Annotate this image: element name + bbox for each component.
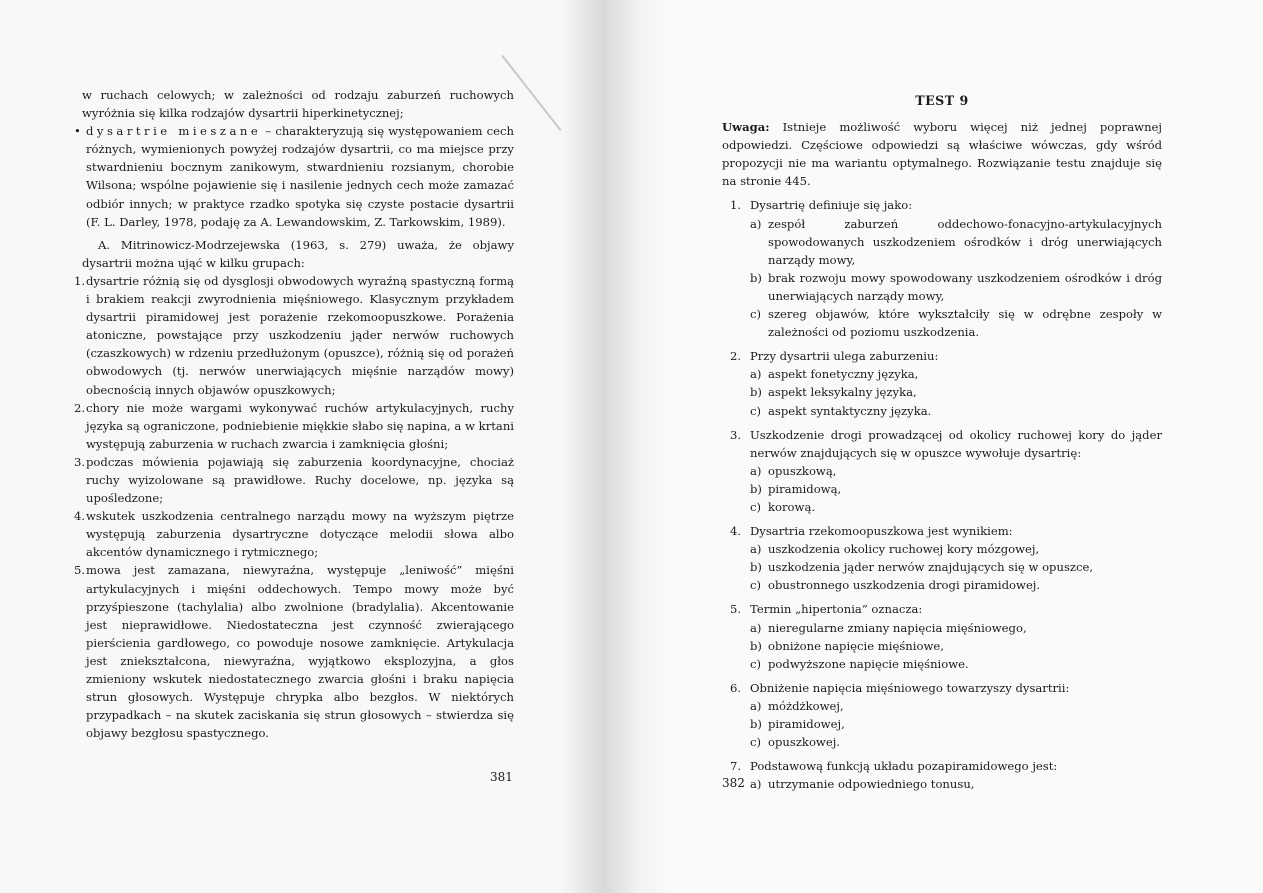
option-text: utrzymanie odpowiedniego tonusu,: [768, 777, 975, 792]
question: [722, 679, 1162, 751]
option-text: piramidowej,: [768, 717, 845, 731]
question-number: 2.: [730, 349, 742, 364]
option-letter: b): [750, 638, 762, 653]
list-item: 4. wskutek uszkodzenia centralnego narządu mowy na wyższym piętrze występują zaburzenia dysartryczne dotyczące melodii słowa albo akcentów dynamicznego i rytmicznego;: [74, 509, 514, 560]
answer-option: [722, 775, 1162, 793]
question: [722, 347, 1162, 419]
question-text: Termin „hipertonia” oznacza:: [750, 602, 923, 617]
list-item: 1. dysartrie różnią się od dysglosji obwodowych wyraźną spastyczną formą i brakiem reakcji zwyrodnienia mięśniowego. Klasycznym przykładem dysartrii piramidowej jest porażenie rzekomoopuszkowe. Porażenia atoniczne, powstające przy uszkodzeniu jąder nerwów ruchowych (czaszkowych) w rdzeniu przedłużonym (opuszce), różnią się od porażeń obwodowych (tj. nerwów unerwiających mięśnie narządów mowy) obecnością innych objawów opuszkowych;: [74, 273, 514, 397]
question-text: Przy dysartrii ulega zaburzeniu:: [750, 349, 939, 364]
answer-options: [722, 540, 1162, 594]
question-text: Podstawową funkcją układu pozapiramidowego jest:: [750, 759, 1058, 774]
list-item: 5. mowa jest zamazana, niewyraźna, występuje „leniwość” mięśni artykulacyjnych i mięśni oddechowych. Tempo mowy może być przyśpieszone (tachylalia) albo zwolnione (bradylalia). Akcentowanie jest nieprawidłowe. Niedostateczna jest czynność zwierającego pierścienia gardłowego, co powoduje nosowe zamknięcie. Artykulacja jest zniekształcona, niewyraźna, wyjątkowo eksplozyjna, a głos zmieniony wskutek niedostatecznego zwarcia głośni i braku napięcia strun głosowych. Występuje chrypka albo bezgłos. W niektórych przypadkach – na skutek zaciskania się strun głosowych – stwierdza się objawy bezgłosu spastycznego.: [74, 563, 514, 741]
option-letter: b): [750, 270, 762, 285]
option-letter: c): [750, 499, 762, 514]
note-text: Istnieje możliwość wyboru więcej niż jednej poprawnej odpowiedzi. Częściowe odpowiedzi są właściwe wówczas, gdy wśród propozycji nie ma wariantu optymalnego. Rozwiązanie testu znajduje się na stronie 445.: [722, 120, 1162, 189]
option-text: opuszkowej.: [768, 735, 840, 750]
mixed-term: dysartrie mieszane: [86, 124, 262, 139]
option-text: opuszkową,: [768, 463, 837, 478]
question-number: 5.: [730, 602, 742, 617]
question-text: Uszkodzenie drogi prowadzącej od okolicy ruchowej kory do jąder nerwów znajdujących się w opuszce wywołuje dysartrię:: [750, 427, 1162, 460]
question: [722, 196, 1162, 341]
option-letter: b): [750, 717, 762, 731]
test-title: TEST 9: [915, 93, 969, 108]
answer-option: [722, 480, 1162, 498]
option-text: uszkodzenia okolicy ruchowej kory mózgowej,: [768, 542, 1040, 557]
answer-option: [722, 637, 1162, 655]
right-text-column: [722, 92, 1162, 793]
option-text: korową.: [768, 499, 816, 514]
question: [722, 426, 1162, 516]
answer-options: [722, 462, 1162, 516]
answer-options: [722, 697, 1162, 751]
answer-option: [722, 558, 1162, 576]
option-letter: a): [750, 542, 762, 557]
option-letter: a): [750, 367, 762, 382]
question-text: Dysartria rzekomoopuszkowa jest wynikiem:: [750, 524, 1013, 539]
answer-option: [722, 383, 1162, 401]
left-text-column: [74, 86, 514, 742]
question-text: Dysartrię definiuje się jako:: [750, 198, 913, 213]
option-letter: c): [750, 578, 762, 593]
answer-options: [722, 619, 1162, 673]
answer-option: [722, 269, 1162, 305]
question-head: [722, 196, 1162, 214]
question-number: 6.: [730, 680, 742, 695]
answer-option: [722, 697, 1162, 715]
answer-option: [722, 540, 1162, 558]
question-head: [722, 347, 1162, 365]
answer-options: [722, 775, 1162, 793]
question-head: [722, 426, 1162, 462]
question-head: [722, 757, 1162, 775]
intro-line: w ruchach celowych; w zależności od rodzaju zaburzeń ruchowych wyróżnia się kilka rodzajów dysartrii hiperkinetycznej;: [82, 88, 514, 121]
option-letter: a): [750, 216, 762, 231]
option-text: obustronnego uszkodzenia drogi piramidowej.: [768, 578, 1041, 593]
answer-option: [722, 733, 1162, 751]
answer-option: [722, 215, 1162, 269]
option-text: aspekt leksykalny języka,: [768, 385, 917, 400]
option-letter: c): [750, 656, 762, 671]
answer-option: [722, 655, 1162, 673]
answer-options: [722, 215, 1162, 342]
option-text: móżdżkowej,: [768, 698, 844, 713]
question-number: 1.: [730, 198, 742, 213]
option-letter: c): [750, 735, 762, 750]
option-text: zespół zaburzeń oddechowo-fonacyjno-artykulacyjnych spowodowanych uszkodzeniem ośrodków i dróg unerwiających narządy mowy,: [768, 216, 1162, 267]
page-number-left: 381: [490, 770, 513, 784]
answer-option: [722, 365, 1162, 383]
option-letter: c): [750, 307, 762, 322]
option-letter: c): [750, 403, 762, 418]
option-text: uszkodzenia jąder nerwów znajdujących się w opuszce,: [768, 560, 1094, 575]
question: [722, 600, 1162, 672]
option-text: obniżone napięcie mięśniowe,: [768, 638, 944, 653]
test-note: [722, 118, 1162, 190]
option-text: szereg objawów, które wykształciły się w odrębne zespoły w zależności od poziomu uszkodzenia.: [768, 307, 1162, 340]
paragraph-mitrinowicz: A. Mitrinowicz-Modrzejewska (1963, s. 279) uważa, że objawy dysartrii można ująć w kilku grupach:: [82, 237, 514, 270]
question-number: 7.: [730, 759, 742, 774]
question-head: [722, 679, 1162, 697]
option-letter: b): [750, 385, 762, 400]
answer-options: [722, 365, 1162, 419]
option-text: brak rozwoju mowy spowodowany uszkodzeniem ośrodków i dróg unerwiających narządy mowy,: [768, 270, 1162, 303]
symptom-groups-list: [74, 272, 514, 742]
option-text: nieregularne zmiany napięcia mięśniowego,: [768, 620, 1027, 635]
question: [722, 757, 1162, 793]
option-text: aspekt syntaktyczny języka.: [768, 403, 932, 418]
option-letter: a): [750, 777, 762, 792]
answer-option: [722, 619, 1162, 637]
option-letter: a): [750, 463, 762, 478]
answer-option: [722, 715, 1162, 733]
question: [722, 522, 1162, 594]
question-text: Obniżenie napięcia mięśniowego towarzyszy dysartrii:: [750, 680, 1070, 695]
question-head: [722, 600, 1162, 618]
answer-option: [722, 402, 1162, 420]
note-label: Uwaga:: [722, 120, 770, 135]
bullet-marker: •: [74, 124, 81, 139]
page-number-right: 382: [722, 776, 745, 790]
question-head: [722, 522, 1162, 540]
option-letter: b): [750, 560, 762, 575]
question-number: 4.: [730, 524, 742, 539]
option-letter: b): [750, 481, 762, 496]
answer-option: [722, 462, 1162, 480]
list-item: 2. chory nie może wargami wykonywać ruchów artykulacyjnych, ruchy języka są ograniczone, podniebienie miękkie słabo się napina, a w krtani występują zaburzenia w ruchach zwarcia i zamknięcia głośni;: [74, 400, 514, 451]
questions-list: [722, 196, 1162, 793]
answer-option: [722, 498, 1162, 516]
bullet-mixed-dysarthria: [74, 122, 514, 231]
option-text: podwyższone napięcie mięśniowe.: [768, 656, 969, 671]
question-number: 3.: [730, 427, 742, 442]
list-item: 3. podczas mówienia pojawiają się zaburzenia koordynacyjne, chociaż ruchy wyizolowane są prawidłowe. Ruchy docelowe, np. języka są upośledzone;: [74, 454, 514, 506]
answer-option: [722, 305, 1162, 341]
option-letter: a): [750, 698, 762, 713]
option-text: aspekt fonetyczny języka,: [768, 367, 919, 382]
book-gutter: [560, 0, 670, 893]
answer-option: [722, 576, 1162, 594]
mixed-text: – charakteryzują się występowaniem cech różnych, wymienionych powyżej rodzajów dysartrii, co ma miejsce przy stwardnieniu bocznym zanikowym, stwardnieniu rozsianym, chorobie Wilsona; wspólne pojawienie się i nasilenie jednych cech może zamazać odbiór innych; w praktyce rzadko spotyka się czyste postacie dysartrii (F. L. Darley, 1978, podaję za A. Lewandowskim, Z. Tarkowskim, 1989).: [86, 124, 514, 229]
option-text: piramidową,: [768, 481, 842, 496]
option-letter: a): [750, 620, 762, 635]
